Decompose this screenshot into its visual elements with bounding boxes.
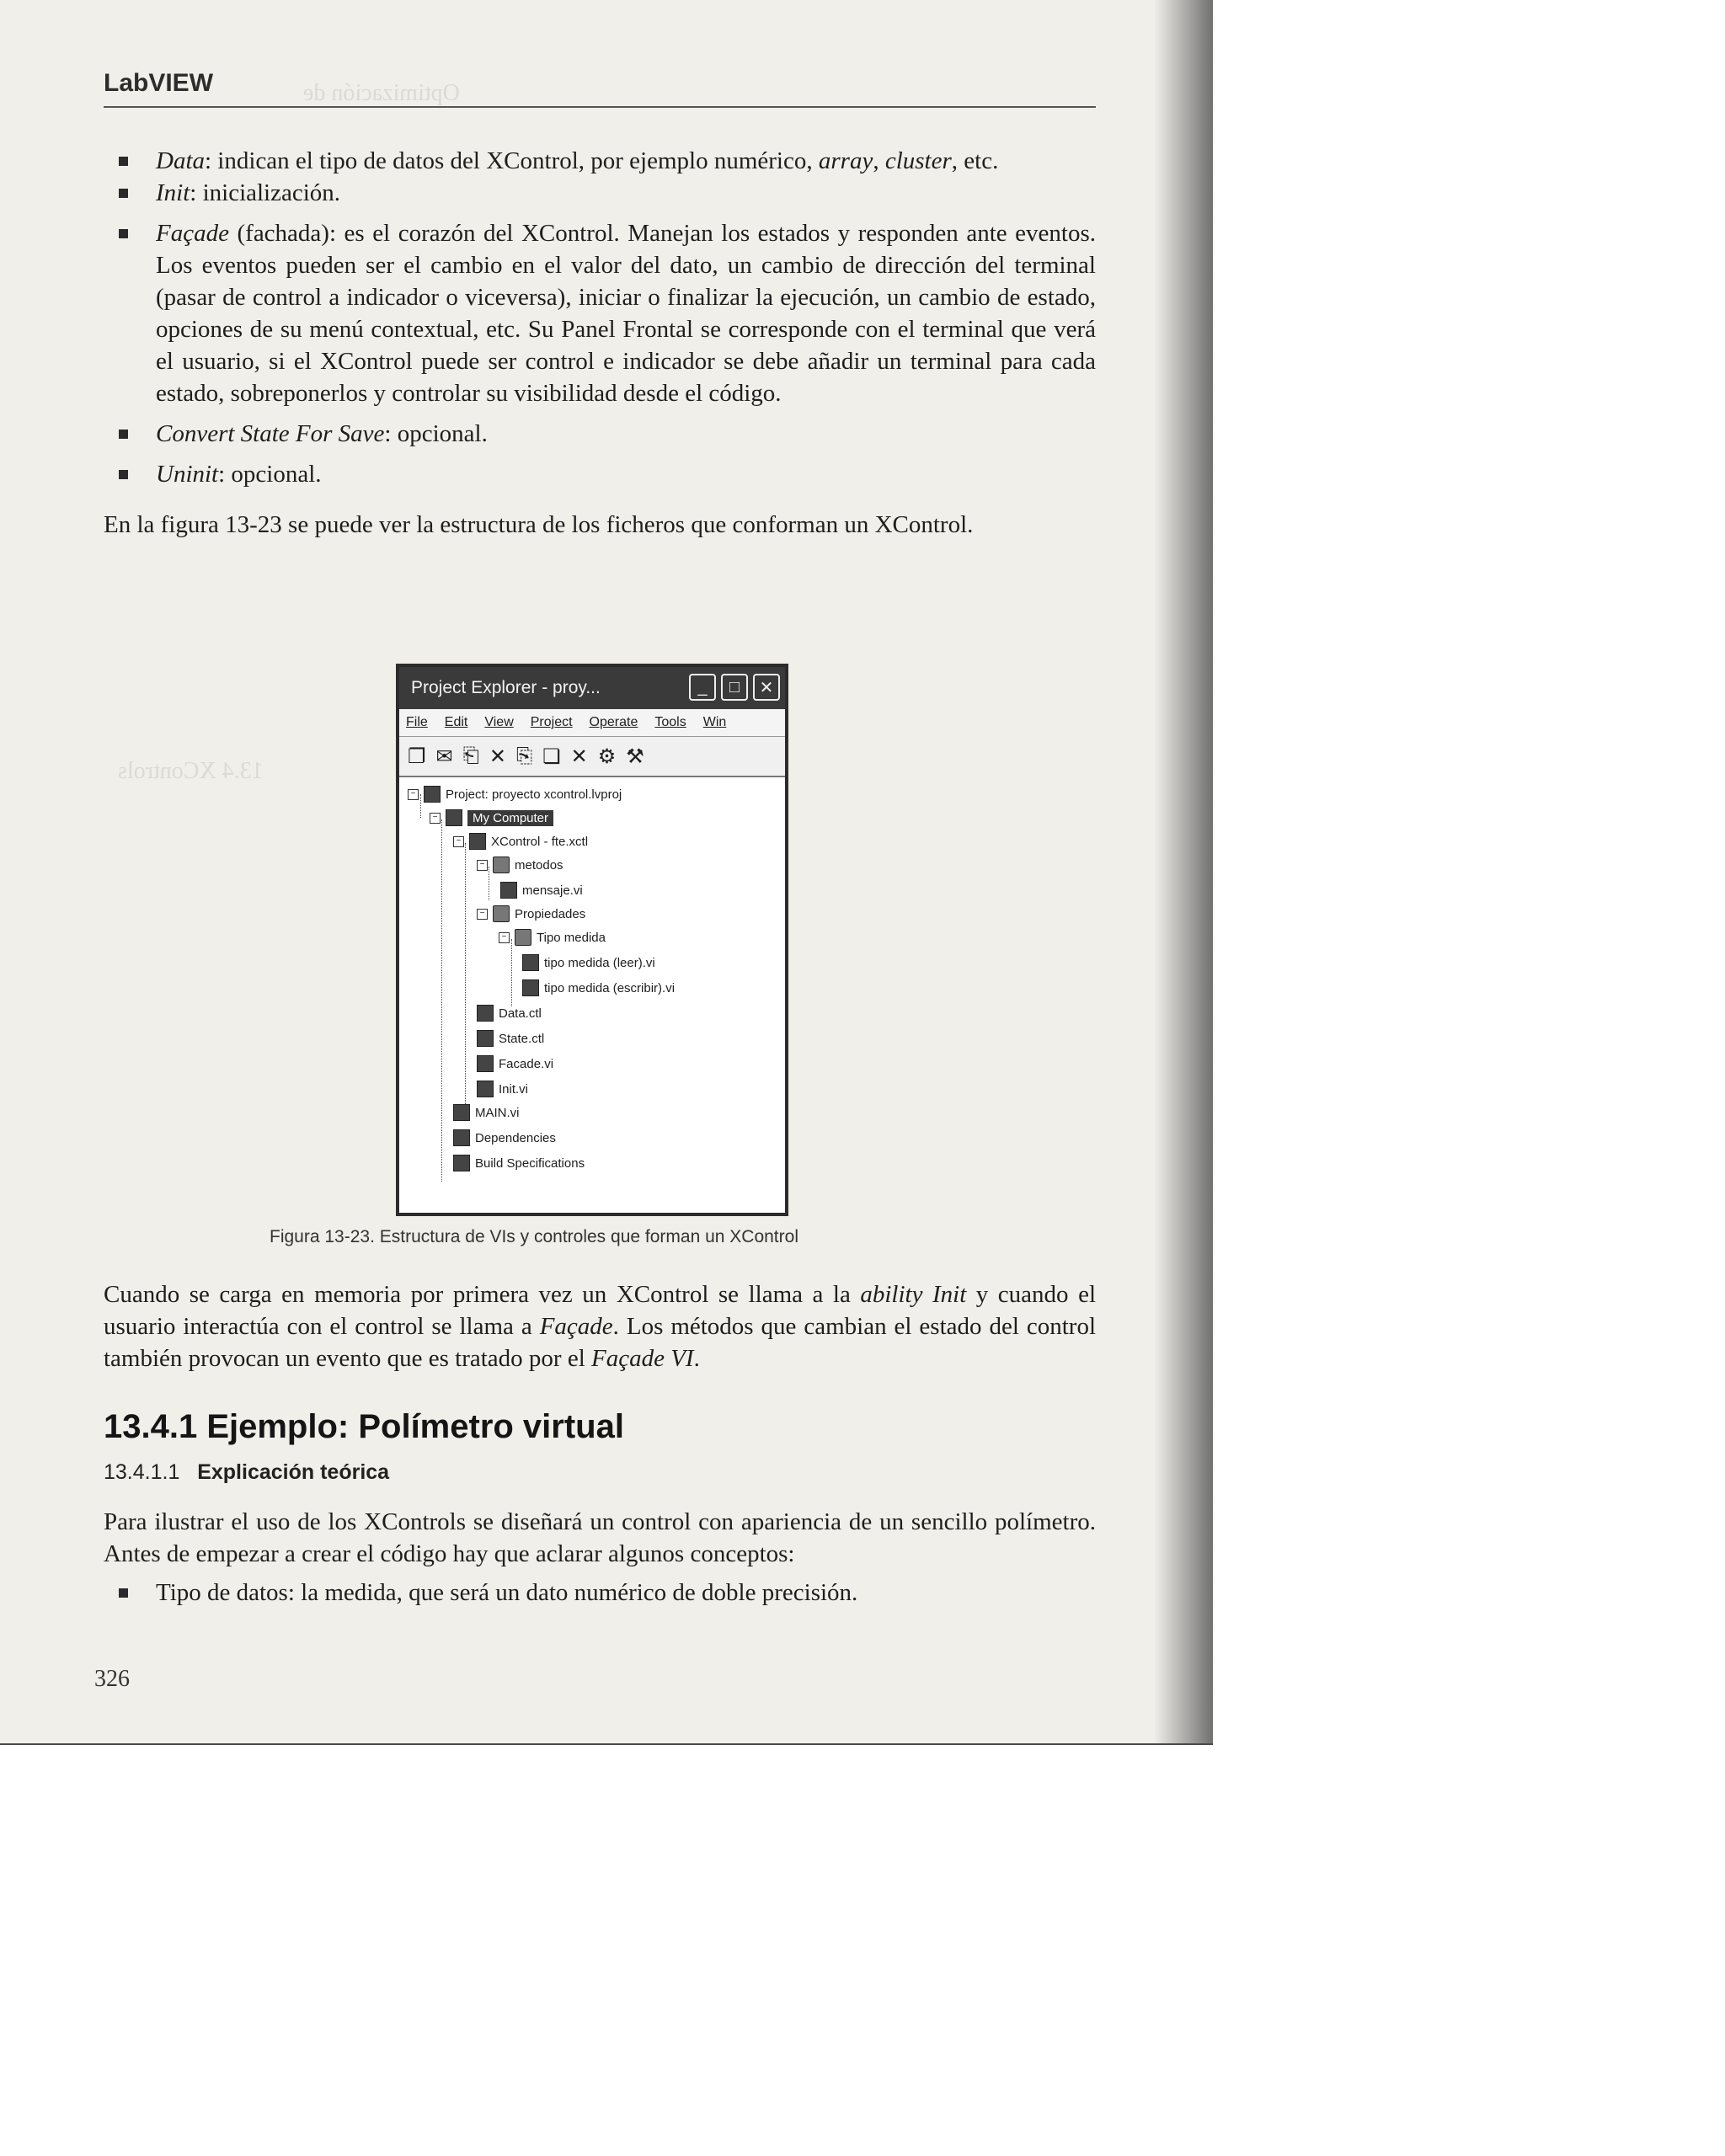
project-icon [424,786,441,803]
paste-icon[interactable]: ❏ [542,744,561,768]
menu-file[interactable]: File [406,715,428,729]
maximize-icon[interactable]: □ [721,674,748,701]
menu-window[interactable]: Win [702,715,727,729]
vi-icon [477,1055,494,1072]
show-through-text: 13.4 XControls [118,758,264,784]
settings-icon[interactable]: ⚙ [597,744,617,768]
computer-icon [446,809,462,826]
paragraph-intro: Para ilustrar el uso de los XControls se diseñará un control con apariencia de un sencillo polímetro. Antes de empezar a crear el código hay que aclarar algunos conceptos: [104,1508,1096,1567]
toolbar [399,737,785,777]
section-heading: 13.4.1 Ejemplo: Polímetro virtual [104,1408,624,1445]
page-number: 326 [94,1666,130,1692]
folder-icon [515,929,531,946]
menu-edit[interactable]: Edit [444,715,468,729]
tree-item-mensaje-vi[interactable]: mensaje.vi [500,882,583,899]
tree-item-propiedades[interactable]: − Propiedades [477,905,585,922]
delete-icon[interactable]: ✕ [570,744,588,768]
bullet-marker [119,470,128,479]
paragraph-figure-reference: En la figura 13-23 se puede ver la estructura de los ficheros que conforman un XControl. [104,511,974,538]
collapse-icon[interactable]: − [477,860,488,871]
new-icon[interactable]: ❐ [408,744,426,768]
build-icon[interactable]: ⚒ [626,744,644,768]
collapse-icon[interactable]: − [430,813,441,824]
tree-item-project[interactable]: − Project: proyecto xcontrol.lvproj [408,786,622,803]
copy-icon[interactable]: ⎘ [515,744,533,767]
close-icon[interactable]: ✕ [753,674,780,701]
menu-tools[interactable]: Tools [654,715,686,729]
bullet-uninit: Uninit: opcional. [104,458,1096,490]
window-title: Project Explorer - proy... [411,678,601,697]
bullet-init: Init: inicialización. [104,177,1096,209]
tree-item-facade-vi[interactable]: Facade.vi [477,1055,553,1072]
tree-item-data-ctl[interactable]: Data.ctl [477,1005,542,1022]
collapse-icon[interactable]: − [499,932,510,943]
build-specifications-icon [453,1155,470,1171]
bullet-data: Data: indican el tipo de datos del XControl, por ejemplo numérico, array, cluster, etc. [104,145,1096,177]
figure-caption: Figura 13-23. Estructura de VIs y controles que forman un XControl [270,1227,798,1246]
paragraph-ability [104,1278,1096,1374]
tree-item-init-vi[interactable]: Init.vi [477,1081,528,1097]
figure-project-explorer [396,664,788,1216]
folder-icon [493,857,510,873]
folder-icon [493,905,510,922]
vi-icon [453,1104,470,1121]
tree-item-tipo-medida-escribir[interactable]: tipo medida (escribir).vi [522,979,675,996]
collapse-icon[interactable]: − [453,836,464,847]
save-icon[interactable]: ⎗ [462,744,479,767]
header-rule [104,106,1096,108]
menu-project[interactable]: Project [530,715,573,729]
vi-icon [500,882,517,899]
paragraph-ability-text: Cuando se carga en memoria por primera vez un XControl se llama a la ability Init y cuando el usuario interactúa con el control se llama a Façade. Los métodos que cambian el estado del control también provocan un evento que es tratado por el Façade VI. [104,1281,1097,1372]
tree-item-my-computer[interactable]: − My Computer [430,809,553,826]
control-icon [477,1030,494,1047]
window-controls [689,674,780,701]
menu-bar [399,709,785,737]
menu-view[interactable]: View [484,715,514,729]
bullet-list-top [104,145,1096,541]
subsection-heading: 13.4.1.1 Explicación teórica [104,1460,390,1484]
tree-connector [441,819,442,1182]
xcontrol-icon [469,833,486,850]
collapse-icon[interactable]: − [408,789,419,800]
vi-icon [477,1081,494,1097]
tree-connector [511,939,512,1006]
menu-operate[interactable]: Operate [589,715,638,729]
window-titlebar [399,667,785,709]
bullet-facade: Façade (fachada): es el corazón del XControl. Manejan los estados y responden ante eventos. Los eventos pueden ser el cambio en el valor del dato, un cambio de dirección del terminal (pasar de control a indicador o viceversa), iniciar o finalizar la ejecución, un cambio de estado, opciones de su menú contextual, etc. Su Panel Frontal se corresponde con el terminal que verá el usuario, si el XControl puede ser control e indicador se debe añadir un terminal para cada estado, sobreponerlos y controlar su visibilidad desde el código. [104,217,1096,409]
vi-icon [522,954,539,971]
tree-item-metodos[interactable]: − metodos [477,857,563,873]
tree-item-build-specifications[interactable]: Build Specifications [453,1155,585,1171]
bullet-marker [119,189,128,198]
project-explorer-window [399,667,785,1213]
tree-connector [465,843,466,1104]
intro-block [104,1506,1096,1617]
bullet-convert-state: Convert State For Save: opcional. [104,418,1096,450]
cut-icon[interactable]: ✕ [489,744,506,768]
page-edge-shadow [1154,0,1213,1743]
dependencies-icon [453,1129,470,1146]
collapse-icon[interactable]: − [477,909,488,920]
minimize-icon[interactable]: _ [689,674,716,701]
bullet-marker [119,430,128,439]
show-through-text: Optimización de [303,80,460,106]
bullet-marker [119,157,128,166]
tree-item-tipo-medida[interactable]: − Tipo medida [499,929,606,946]
control-icon [477,1005,494,1022]
bullet-tipo-datos: Tipo de datos: la medida, que será un dato numérico de doble precisión. [104,1577,1096,1609]
tree-item-state-ctl[interactable]: State.ctl [477,1030,544,1047]
bullet-marker [119,229,128,238]
running-head: LabVIEW [104,69,214,97]
vi-icon [522,979,539,996]
open-icon[interactable]: ✉ [435,744,453,768]
tree-item-tipo-medida-leer[interactable]: tipo medida (leer).vi [522,954,655,971]
tree-item-dependencies[interactable]: Dependencies [453,1129,556,1146]
bullet-marker [119,1588,128,1598]
tree-item-main-vi[interactable]: MAIN.vi [453,1104,520,1121]
tree-item-xcontrol[interactable]: − XControl - fte.xctl [453,833,588,850]
